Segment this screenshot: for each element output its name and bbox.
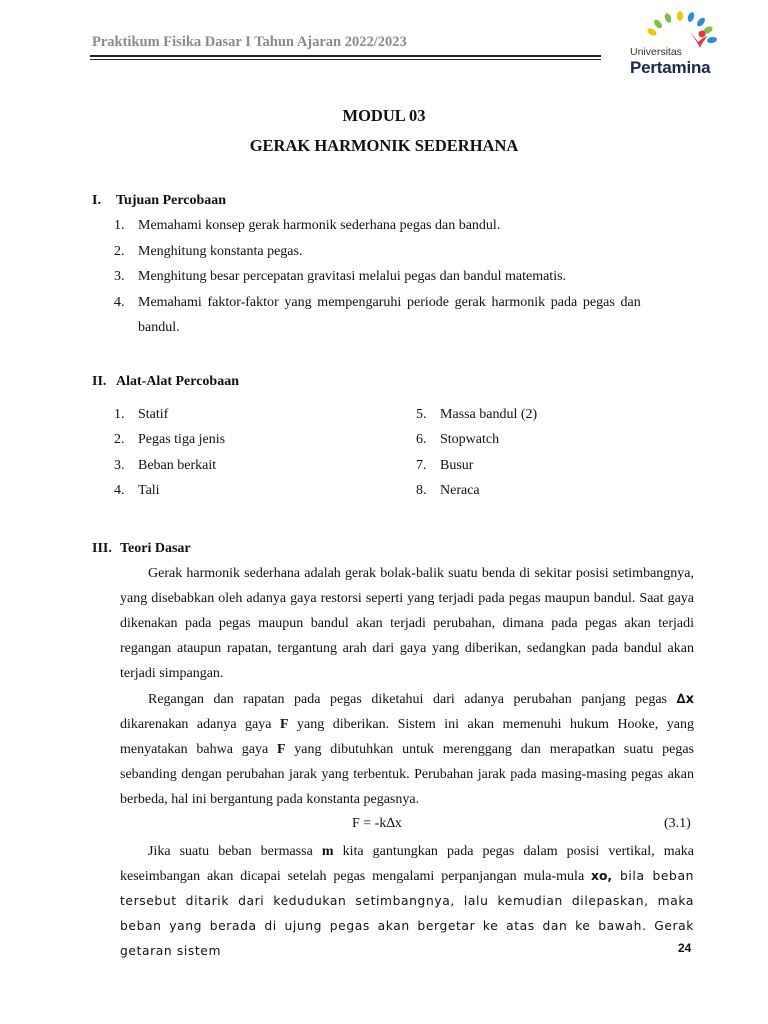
force-symbol: F <box>279 717 289 732</box>
equipment-item <box>114 432 225 448</box>
list-item <box>114 295 694 311</box>
list-number: 5. <box>416 407 427 422</box>
list-item <box>114 269 566 285</box>
equipment-item <box>114 458 216 474</box>
equipment-item <box>416 432 499 448</box>
section-number: I. <box>92 193 101 208</box>
mass-symbol: m <box>321 844 334 859</box>
list-item <box>114 218 500 234</box>
list-text: Beban berkait <box>138 458 217 473</box>
paragraph-text: Gerak harmonik sederhana adalah gerak bolak-balik suatu benda di sekitar posisi setimbangnya, yang disebabkan oleh adanya gaya restorsi seperti yang terjadi pada pegas maupun bandul. Saat gaya dikenakan pada pegas maupun bandul akan terjadi perubahan, dimana pada pegas akan terjadi regangan ataupun rapatan, tergantung arah dari gaya yang diberikan, sedangkan pada bandul akan terjadi simpangan. <box>120 566 694 681</box>
delta-x-symbol: ∆x <box>676 692 694 707</box>
section-alat-heading <box>92 374 239 390</box>
list-number: 4. <box>114 295 125 310</box>
list-text: Memahami konsep gerak harmonik sederhana pegas dan bandul. <box>138 218 501 233</box>
equipment-item <box>416 407 537 423</box>
section-number: II. <box>92 374 107 389</box>
list-number: 4. <box>114 483 125 498</box>
list-text: Menghitung konstanta pegas. <box>138 244 303 259</box>
paragraph-text: Jika suatu beban bermassa m kita gantungkan pada pegas dalam posisi vertikal, maka keseimbangan akan dicapai setelah pegas mengalami perpanjangan mula-mula xo, bila beban tersebut ditarik dari kedudukan setimbangnya, lalu kemudian dilepaskan, maka beban yang berada di ujung pegas akan bergetar ke atas dan ke bawah. Gerak getaran sistem <box>120 844 695 958</box>
list-text: Pegas tiga jenis <box>138 432 226 447</box>
section-title: Tujuan Percobaan <box>116 193 227 208</box>
list-text: Memahami faktor-faktor yang mempengaruhi periode gerak harmonik pada pegas dan <box>138 295 641 310</box>
list-text: Neraca <box>440 483 480 498</box>
force-symbol: F <box>276 742 286 757</box>
header-rule-thick <box>90 55 601 57</box>
theory-paragraph-3 <box>120 839 694 964</box>
equipment-item <box>114 483 160 499</box>
list-text: Stopwatch <box>440 432 500 447</box>
list-text: Busur <box>440 458 474 473</box>
x0-symbol: xo, <box>591 869 613 883</box>
university-logo <box>628 10 736 78</box>
list-text: Massa bandul (2) <box>440 407 538 422</box>
section-teori-heading <box>92 541 191 557</box>
paragraph-text: Regangan dan rapatan pada pegas diketahui dari adanya perubahan panjang pegas ∆x dikarenakan adanya gaya F yang diberikan. Sistem ini akan memenuhi hukum Hooke, yang menyatakan bahwa gaya F yang dibutuhkan untuk merenggang dan merapatkan suatu pegas sebanding dengan perubahan jarak yang terbentuk. Perubahan jarak pada masing-masing pegas akan berbeda, hal ini bergantung pada konstanta pegasnya. <box>120 692 694 807</box>
theory-paragraph-2 <box>120 687 694 812</box>
list-number: 2. <box>114 244 125 259</box>
list-number: 7. <box>416 458 427 473</box>
theory-paragraph-1 <box>120 561 694 686</box>
list-text: Tali <box>138 483 160 498</box>
section-number: III. <box>92 541 112 556</box>
list-number: 6. <box>416 432 427 447</box>
list-number: 3. <box>114 269 125 284</box>
list-text: Statif <box>138 407 169 422</box>
list-number: 2. <box>114 432 125 447</box>
running-header: Praktikum Fisika Dasar I Tahun Ajaran 2022/2023 <box>92 34 407 50</box>
module-subject: GERAK HARMONIK SEDERHANA <box>249 136 519 155</box>
logo-universitas-text: Universitas <box>630 46 682 58</box>
logo-pertamina-text: Pertamina <box>630 58 711 77</box>
list-number: 1. <box>114 407 125 422</box>
section-title: Alat-Alat Percobaan <box>116 374 239 389</box>
module-title: MODUL 03 <box>342 106 426 125</box>
equipment-item <box>416 458 473 474</box>
section-tujuan-heading <box>92 193 226 209</box>
header-rule-thin <box>90 59 601 60</box>
equation-hooke: F = -k∆x <box>352 816 402 831</box>
list-number: 8. <box>416 483 427 498</box>
equipment-item <box>416 483 480 499</box>
logo-mark-icon <box>628 10 736 50</box>
list-number: 1. <box>114 218 125 233</box>
list-number: 3. <box>114 458 125 473</box>
list-text: Menghitung besar percepatan gravitasi melalui pegas dan bandul matematis. <box>138 269 567 284</box>
list-item <box>114 244 302 260</box>
equipment-item <box>114 407 168 423</box>
equation-number: (3.1) <box>664 816 691 831</box>
list-item-continuation: bandul. <box>138 320 180 335</box>
page-number: 24 <box>678 941 692 955</box>
section-title: Teori Dasar <box>120 541 191 556</box>
